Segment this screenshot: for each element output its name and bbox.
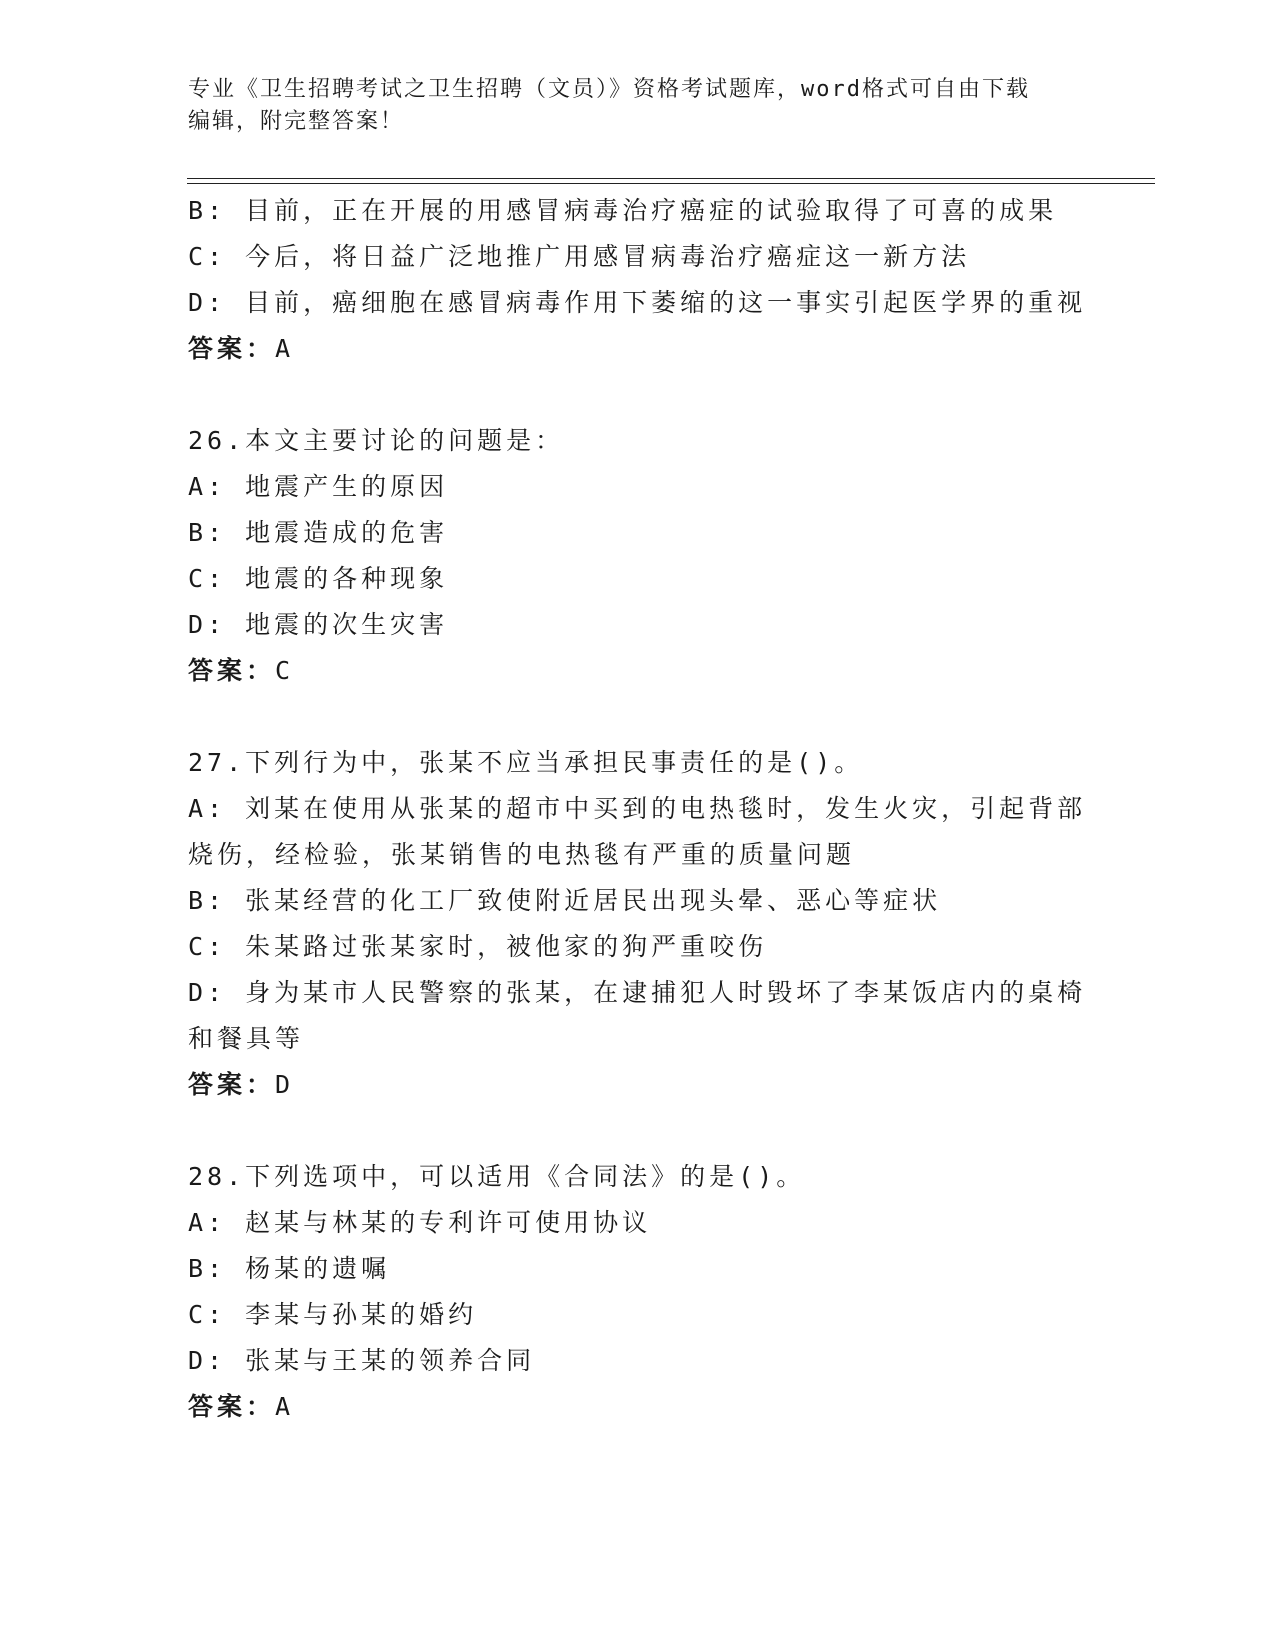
option-b: B: 杨某的遗嘱: [188, 1254, 391, 1283]
option-d-continued: 和餐具等: [188, 1024, 305, 1053]
option-c: C: 今后，将日益广泛地推广用感冒病毒治疗癌症这一新方法: [188, 242, 971, 271]
option-a: A: 刘某在使用从张某的超市中买到的电热毯时，发生火灾，引起背部: [188, 794, 1087, 823]
header-rule-top: [187, 178, 1155, 179]
header-line-1: 专业《卫生招聘考试之卫生招聘（文员）》资格考试题库，word格式可自由下载: [188, 77, 1030, 102]
spacer: [188, 1108, 1088, 1154]
spacer: [188, 694, 1088, 740]
option-a: A: 地震产生的原因: [188, 472, 449, 501]
option-b: B: 地震造成的危害: [188, 518, 449, 547]
answer-line: [188, 326, 1088, 372]
question-stem: 28.下列选项中，可以适用《合同法》的是()。: [188, 1162, 806, 1191]
header-rule-bottom: [187, 183, 1155, 184]
header-line-2: 编辑，附完整答案！: [188, 109, 405, 134]
option-b: B: 目前，正在开展的用感冒病毒治疗癌症的试验取得了可喜的成果: [188, 196, 1058, 225]
question-stem: 27.下列行为中，张某不应当承担民事责任的是()。: [188, 748, 864, 777]
answer-label: 答案：: [188, 656, 276, 685]
answer-label: 答案：: [188, 1070, 276, 1099]
option-d: D: 地震的次生灾害: [188, 610, 449, 639]
option-c: C: 地震的各种现象: [188, 564, 449, 593]
option-d: D: 张某与王某的领养合同: [188, 1346, 536, 1375]
answer-value: D: [275, 1070, 295, 1099]
answer-label: 答案：: [188, 1392, 276, 1421]
answer-line: [188, 1062, 1088, 1108]
answer-value: A: [275, 334, 295, 363]
answer-value: C: [275, 656, 295, 685]
option-c: C: 李某与孙某的婚约: [188, 1300, 478, 1329]
answer-label: 答案：: [188, 334, 276, 363]
question-27: [188, 740, 1088, 1108]
option-d: D: 身为某市人民警察的张某，在逮捕犯人时毁坏了李某饭店内的桌椅: [188, 978, 1087, 1007]
option-a: A: 赵某与林某的专利许可使用协议: [188, 1208, 652, 1237]
answer-value: A: [275, 1392, 295, 1421]
question-list: [188, 188, 1088, 1430]
question-26: [188, 418, 1088, 694]
answer-line: [188, 648, 1088, 694]
question-stem: 26.本文主要讨论的问题是：: [188, 426, 565, 455]
answer-line: [188, 1384, 1088, 1430]
option-d: D: 目前，癌细胞在感冒病毒作用下萎缩的这一事实引起医学界的重视: [188, 288, 1087, 317]
option-a-continued: 烧伤，经检验，张某销售的电热毯有严重的质量问题: [188, 840, 856, 869]
option-b: B: 张某经营的化工厂致使附近居民出现头晕、恶心等症状: [188, 886, 942, 915]
option-c: C: 朱某路过张某家时，被他家的狗严重咬伤: [188, 932, 768, 961]
question-25: [188, 188, 1088, 372]
document-header: [188, 74, 1088, 138]
spacer: [188, 372, 1088, 418]
question-28: [188, 1154, 1088, 1430]
